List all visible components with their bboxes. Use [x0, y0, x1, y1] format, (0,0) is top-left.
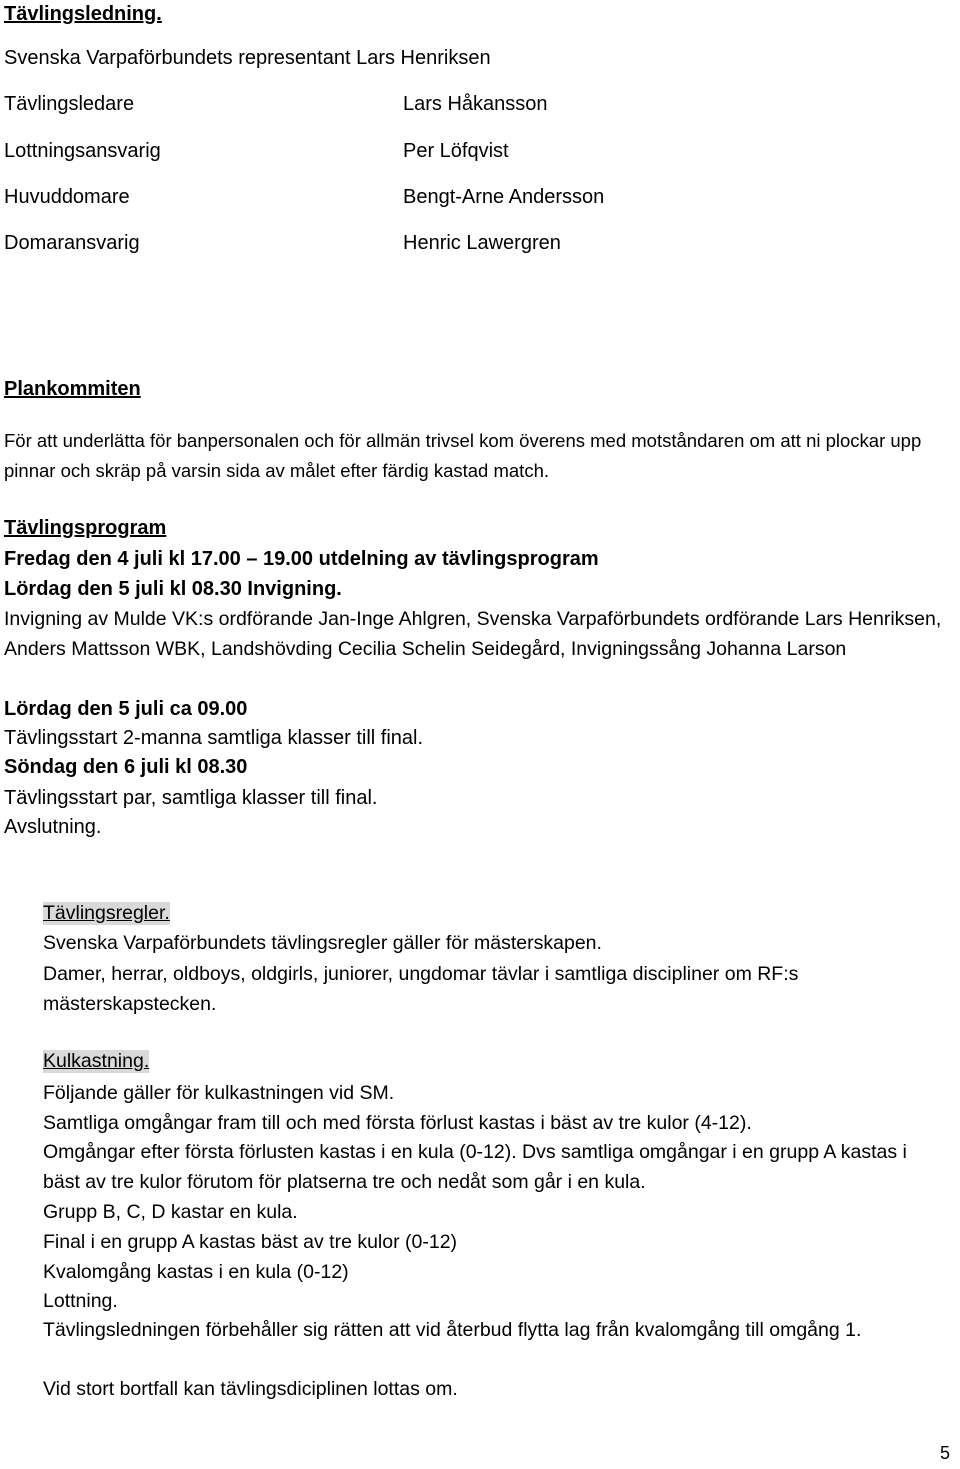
rules-line: Damer, herrar, oldboys, oldgirls, juniorer, ungdomar tävlar i samtliga discipliner om RF:s mästerskapstecken. — [43, 963, 799, 1015]
program-saturday-text: Tävlingsstart 2-manna samtliga klasser till final. — [4, 727, 424, 749]
kulkastning-line: Omgångar efter första förlusten kastas i en kula (0-12). Dvs samtliga omgångar i en grupp A kastas i bäst av tre kulor förutom för platserna tre och nedåt som går i en kula. — [43, 1141, 907, 1193]
plankommiten-text: För att underlätta för banpersonalen och för allmän trivsel kom överens med motståndaren om att ni plockar upp pinnar och skräp på varsin sida av målet efter färdig kastad match. — [4, 430, 922, 481]
role-name: Henric Lawergren — [403, 232, 561, 254]
section-title-tavlingsregler: Tävlingsregler. — [43, 902, 170, 924]
kulkastning-line: Samtliga omgångar fram till och med första förlust kastas i bäst av tre kulor (4-12). — [43, 1112, 752, 1134]
role-label: Tävlingsledare — [4, 93, 135, 115]
role-label: Lottningsansvarig — [4, 140, 161, 162]
program-saturday-start: Lördag den 5 juli ca 09.00 — [4, 698, 248, 720]
section-title-tavlingsprogram: Tävlingsprogram — [4, 517, 167, 539]
role-label: Domaransvarig — [4, 232, 140, 254]
kulkastning-line: Tävlingsledningen förbehåller sig rätten att vid återbud flytta lag från kvalomgång till omgång 1. — [43, 1319, 862, 1341]
role-name: Bengt-Arne Andersson — [403, 186, 605, 208]
role-name: Per Löfqvist — [403, 140, 509, 162]
program-opening-text: Invigning av Mulde VK:s ordförande Jan-Inge Ahlgren, Svenska Varpaförbundets ordförande Lars Henriksen, Anders Mattsson WBK, Landshövding Cecilia Schelin Seidegård, Invigningssång Johanna Larson — [4, 608, 942, 660]
page-number: 5 — [940, 1443, 951, 1463]
program-saturday-opening: Lördag den 5 juli kl 08.30 Invigning. — [4, 578, 342, 600]
role-name: Lars Håkansson — [403, 93, 548, 115]
kulkastning-line: Lottning. — [43, 1290, 118, 1312]
section-title-kulkastning: Kulkastning. — [43, 1050, 150, 1072]
representative-line: Svenska Varpaförbundets representant Lars Henriksen — [4, 47, 491, 69]
role-label: Huvuddomare — [4, 186, 130, 208]
section-title-plankommiten: Plankommiten — [4, 378, 141, 400]
program-closing: Avslutning. — [4, 816, 102, 838]
kulkastning-line: Grupp B, C, D kastar en kula. — [43, 1201, 298, 1223]
program-sunday: Söndag den 6 juli kl 08.30 — [4, 756, 248, 778]
kulkastning-line: Final i en grupp A kastas bäst av tre kulor (0-12) — [43, 1231, 458, 1253]
program-sunday-text: Tävlingsstart par, samtliga klasser till final. — [4, 787, 378, 809]
kulkastning-line: Kvalomgång kastas i en kula (0-12) — [43, 1261, 349, 1283]
section-title-tavlingsledning: Tävlingsledning. — [4, 3, 162, 25]
rules-line: Svenska Varpaförbundets tävlingsregler gäller för mästerskapen. — [43, 932, 602, 954]
kulkastning-line: Följande gäller för kulkastningen vid SM. — [43, 1082, 395, 1104]
program-friday: Fredag den 4 juli kl 17.00 – 19.00 utdelning av tävlingsprogram — [4, 548, 599, 570]
kulkastning-line: Vid stort bortfall kan tävlingsdiciplinen lottas om. — [43, 1378, 458, 1400]
